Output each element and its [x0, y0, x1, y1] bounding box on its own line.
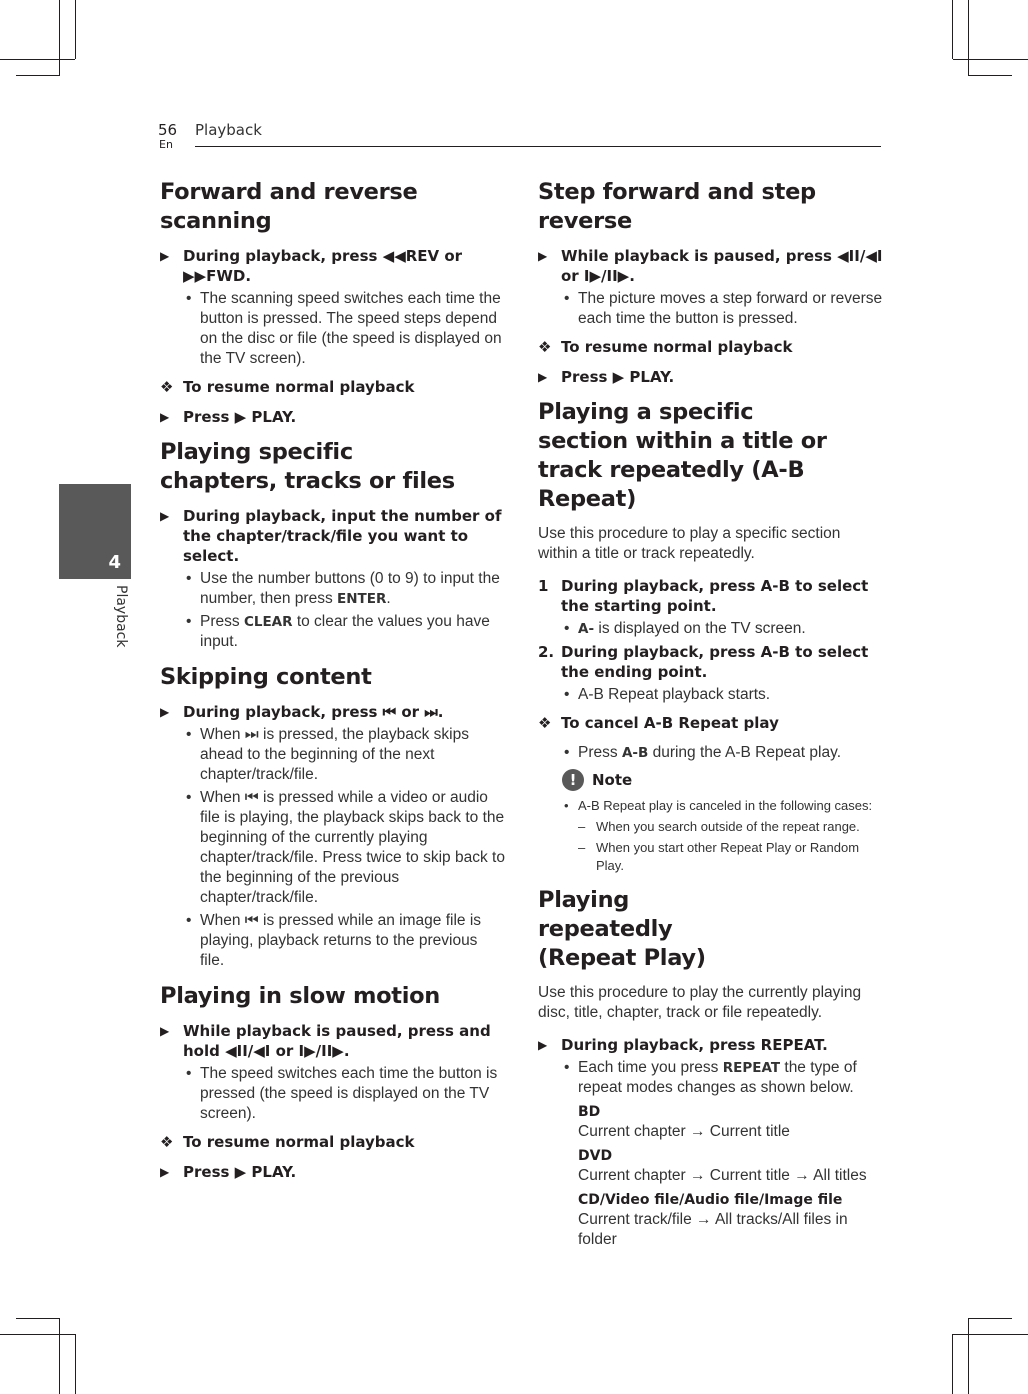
running-header: Playback [195, 121, 262, 139]
crop-mark [952, 1334, 953, 1394]
crop-mark [59, 0, 60, 75]
section-ab-repeat [538, 398, 883, 875]
bullet-dot-icon: • [186, 1065, 192, 1082]
section-title: Playing specific chapters, tracks or files [160, 439, 455, 494]
crop-mark [953, 59, 1028, 60]
section-step-forward [538, 178, 883, 387]
step-arrow-icon: ▶ [160, 1024, 170, 1038]
dash-icon: – [578, 840, 586, 855]
step-number: 1 [538, 577, 549, 595]
note-subitem: – When you start other Repeat Play or Random Play. [578, 840, 860, 873]
crop-mark [968, 75, 1012, 76]
bullet-item: • When ⏮ is pressed while a video or audio file is playing, the playback skips back to the beginning of the currently playing chapter/track/file. Press twice to skip back to the beginning of the previous chapter/track/file. [186, 789, 505, 906]
bullet-item: • When ⏭ is pressed, the playback skips ahead to the beginning of the next chapter/track/file. [186, 726, 469, 783]
crop-mark [953, 1334, 1028, 1335]
bullet-item: • Use the number buttons (0 to 9) to input the number, then press ENTER. [186, 570, 500, 607]
mode-label: CD/Video file/Audio file/Image file [578, 1192, 843, 1208]
section-title: Skipping content [160, 664, 372, 690]
step-arrow-icon: ▶ [160, 1165, 170, 1179]
resume-heading: ❖ To resume normal playback [160, 1133, 415, 1151]
mode-sequence: Current chapter → Current title → All titles [578, 1167, 867, 1184]
bullet-dot-icon: • [564, 1059, 570, 1076]
note-subitem: – When you search outside of the repeat range. [578, 819, 860, 834]
section-slow-motion [160, 982, 505, 1182]
section-title: Playing repeatedly (Repeat Play) [538, 887, 706, 971]
crop-mark [59, 1319, 60, 1394]
section-title: Forward and reverse scanning [160, 179, 418, 234]
bullet-item: • A-B Repeat playback starts. [564, 686, 771, 703]
resume-heading: ❖ To resume normal playback [160, 378, 415, 396]
button-name: CLEAR [243, 614, 293, 630]
bullet-item: • Press CLEAR to clear the values you have input. [186, 613, 490, 650]
bullet-dot-icon: • [564, 686, 570, 703]
instruction-step: ▶ During playback, press ◀◀REV or ▶▶FWD. [160, 247, 463, 285]
crop-mark [0, 1334, 75, 1335]
bullet-dot-icon: • [186, 726, 192, 743]
instruction-step: ▶ Press ▶ PLAY. [538, 368, 675, 386]
section-title: Playing a specific section within a title or track repeatedly (A-B Repeat) [538, 399, 827, 512]
section-title: Playing in slow motion [160, 983, 441, 1009]
bullet-dot-icon: • [186, 789, 192, 806]
instruction-step: ▶ While playback is paused, press and hold ◀II/◀I or I▶/II▶. [160, 1022, 491, 1060]
instruction-step: ▶ While playback is paused, press ◀II/◀I or I▶/II▶. [538, 247, 883, 285]
bullet-dot-icon: • [564, 290, 570, 307]
bullet-dot-icon: • [186, 912, 192, 929]
button-name: REPEAT [722, 1060, 781, 1076]
instruction-step: ▶ During playback, press REPEAT. [538, 1036, 828, 1054]
button-name: A- [578, 621, 595, 637]
diamond-icon: ❖ [538, 338, 552, 356]
bullet-item: • When ⏮ is pressed while an image file is playing, playback returns to the previous file. [186, 912, 482, 969]
crop-mark [968, 0, 969, 75]
bullet-dot-icon: • [564, 620, 570, 637]
instruction-step: ▶ During playback, input the number of the chapter/track/file you want to select. [160, 507, 502, 565]
instruction-step: ▶ During playback, press ⏮ or ⏭. [160, 703, 444, 721]
bullet-item: • Press A-B during the A-B Repeat play. [564, 744, 842, 761]
intro-paragraph: Use this procedure to play a specific section within a title or track repeatedly. [538, 525, 841, 562]
diamond-icon: ❖ [160, 1133, 174, 1151]
bullet-dot-icon: • [186, 290, 192, 307]
crop-mark [16, 75, 60, 76]
instruction-step: ▶ Press ▶ PLAY. [160, 408, 297, 426]
crop-mark [952, 0, 953, 59]
bullet-dot-icon: • [564, 744, 570, 761]
step-number: 2. [538, 643, 555, 661]
crop-mark [968, 1318, 1012, 1319]
chapter-number: 4 [108, 552, 121, 573]
exclamation-icon: ! [562, 769, 584, 791]
cancel-heading: ❖ To cancel A-B Repeat play [538, 714, 779, 732]
numbered-step: 1 During playback, press A-B to select the starting point. [538, 577, 869, 615]
crop-mark [0, 59, 75, 60]
numbered-step: 2. During playback, press A-B to select the ending point. [538, 643, 869, 681]
page-language: En [159, 138, 173, 151]
step-arrow-icon: ▶ [160, 509, 170, 523]
bullet-dot-icon: • [186, 613, 192, 630]
step-arrow-icon: ▶ [160, 705, 170, 719]
crop-mark [75, 1334, 76, 1394]
section-scanning [160, 178, 505, 427]
step-arrow-icon: ▶ [160, 249, 170, 263]
chapter-tab-label: Playback [113, 585, 129, 648]
left-column [160, 178, 505, 1185]
right-column [538, 178, 883, 1250]
bullet-item: • Each time you press REPEAT the type of repeat modes changes as shown below. [564, 1059, 857, 1096]
bullet-item: • The scanning speed switches each time the button is pressed. The speed steps depend on the disc or file (the speed is displayed on the TV screen). [186, 290, 502, 367]
bullet-dot-icon: • [186, 570, 192, 587]
section-title: Step forward and step reverse [538, 179, 816, 234]
diamond-icon: ❖ [538, 714, 552, 732]
intro-paragraph: Use this procedure to play the currently playing disc, title, chapter, track or file repeatedly. [538, 984, 862, 1021]
crop-mark [75, 0, 76, 59]
bullet-dot-icon: • [564, 798, 569, 813]
button-name: ENTER [337, 591, 387, 607]
step-arrow-icon: ▶ [538, 249, 548, 263]
resume-heading: ❖ To resume normal playback [538, 338, 793, 356]
bullet-item: • A- is displayed on the TV screen. [564, 620, 806, 637]
step-arrow-icon: ▶ [538, 1038, 548, 1052]
instruction-step: ▶ Press ▶ PLAY. [160, 1163, 297, 1181]
bullet-item: • The speed switches each time the button is pressed (the speed is displayed on the TV screen). [186, 1065, 498, 1122]
note-item: • A-B Repeat play is canceled in the following cases: [564, 798, 873, 813]
section-repeat-play [538, 886, 883, 1250]
bullet-item: • The picture moves a step forward or reverse each time the button is pressed. [564, 290, 883, 327]
mode-label: BD [578, 1104, 601, 1120]
note-heading: ! Note [538, 769, 883, 791]
section-skipping [160, 663, 505, 971]
mode-sequence: Current chapter → Current title [578, 1123, 790, 1140]
crop-mark [968, 1319, 969, 1394]
step-arrow-icon: ▶ [538, 370, 548, 384]
crop-mark [16, 1318, 60, 1319]
step-arrow-icon: ▶ [160, 410, 170, 424]
button-name: A-B [621, 745, 649, 761]
dash-icon: – [578, 819, 586, 834]
section-specific-chapters [160, 438, 505, 652]
header-rule [195, 146, 881, 147]
diamond-icon: ❖ [160, 378, 174, 396]
chapter-tab [59, 484, 131, 579]
page-number: 56 [158, 121, 178, 139]
mode-label: DVD [578, 1148, 613, 1164]
mode-sequence: Current track/file → All tracks/All files in folder [578, 1211, 848, 1248]
